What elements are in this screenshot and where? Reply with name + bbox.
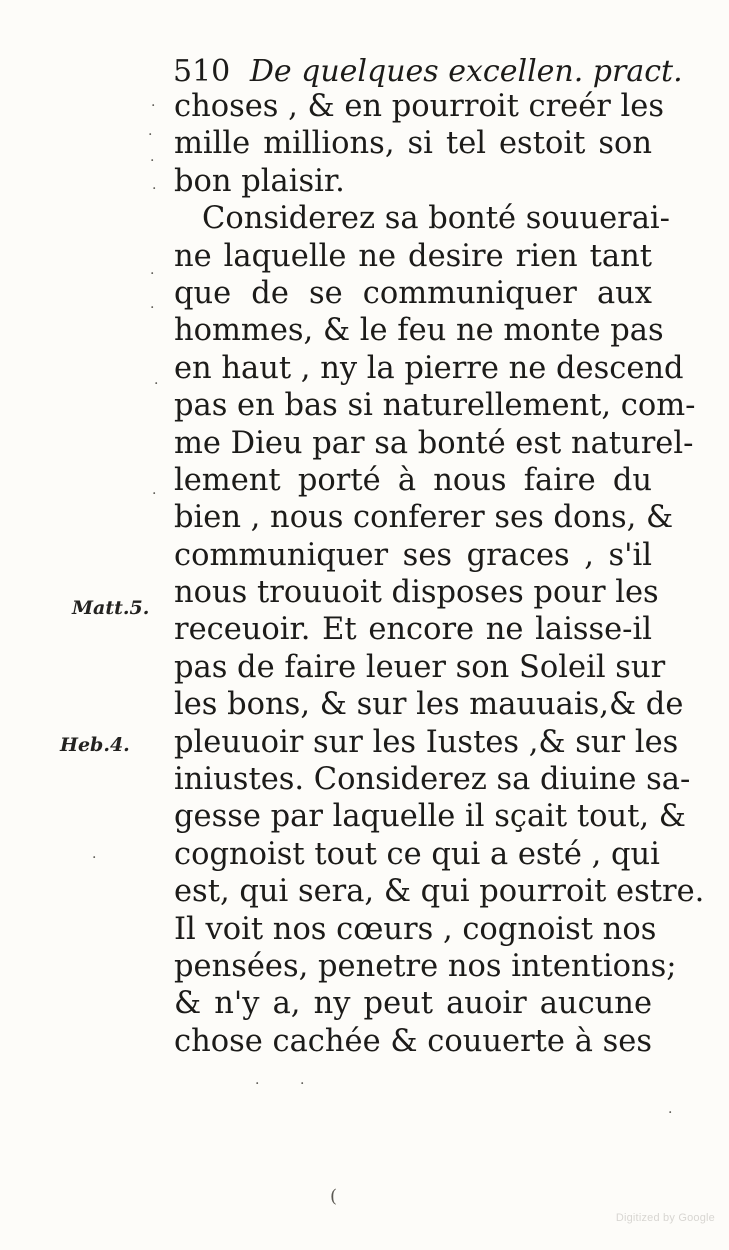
text-line: chose cachée & couuerte à ses (174, 1023, 652, 1059)
page-number: 510 (173, 54, 231, 89)
text-line: Considerez sa bonté souuerai- (202, 201, 670, 237)
text-line: lement porté à nous faire du (174, 462, 652, 498)
text-line: que de se communiquer aux (174, 275, 652, 311)
text-line: choses , & en pourroit creér les (174, 89, 665, 124)
margin-note-heb: Heb.4. (60, 734, 130, 756)
text-line: pensées, penetre nos intentions; (174, 948, 677, 984)
text-line: mille millions, si tel estoit son (174, 126, 652, 162)
margin-note-matt: Matt.5. (72, 597, 150, 619)
text-line: gesse par laquelle il sçait tout, & (174, 799, 686, 835)
body-text (174, 88, 705, 1060)
text-line: ne laquelle ne desire rien tant (174, 238, 652, 274)
text-line: bien , nous conferer ses dons, & (174, 500, 674, 536)
text-line: pas en bas si naturellement, com- (174, 388, 696, 424)
text-line: les bons, & sur les mauuais,& de (174, 687, 684, 723)
text-line: iniustes. Considerez sa diuine sa- (174, 762, 691, 798)
text-line: en haut , ny la pierre ne descend (174, 350, 684, 386)
watermark: Digitized by Google (615, 1212, 715, 1224)
text-line: hommes, & le feu ne monte pas (174, 313, 664, 349)
text-line: est, qui sera, & qui pourroit estre. (174, 874, 705, 910)
text-line: Il voit nos cœurs , cognoist nos (174, 911, 657, 947)
text-line: nous trouuoit disposes pour les (174, 575, 659, 611)
text-line: me Dieu par sa bonté est naturel- (174, 425, 694, 461)
text-line: bon plaisir. (174, 163, 345, 199)
text-line: cognoist tout ce qui a esté , qui (174, 836, 660, 872)
running-title: De quelques excellen. pract. (249, 54, 683, 89)
text-line: communiquer ses graces , s'il (174, 537, 652, 573)
running-header (173, 52, 683, 92)
text-line: receuoir. Et encore ne laisse-il (174, 612, 652, 648)
text-line: & n'y a, ny peut auoir aucune (174, 986, 652, 1022)
text-line: pas de faire leuer son Soleil sur (174, 649, 666, 685)
text-line: pleuuoir sur les Iustes ,& sur les (174, 724, 679, 760)
